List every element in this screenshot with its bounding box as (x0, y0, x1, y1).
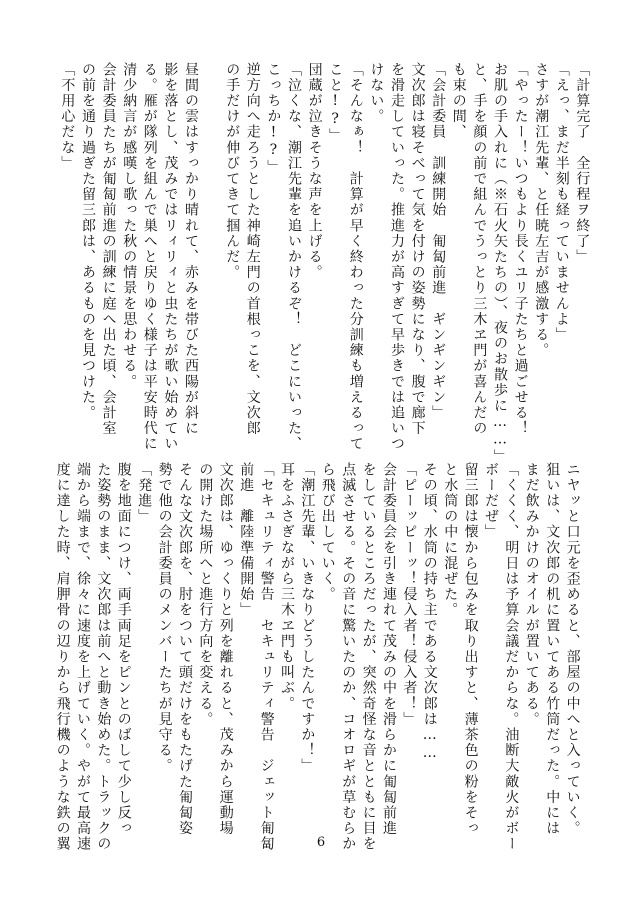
text-line: 端から端まで、徐々に速度を上げていく。やがて最高速 (75, 462, 91, 852)
text-line: 「えっ、まだ半刻も経っていませんよ」 (553, 62, 570, 343)
text-line: 「ピーッピーッ！侵入者！侵入者！」 (401, 462, 418, 728)
page-number: 6 (316, 835, 326, 850)
text-line: まだ飲みかけのオイルが置いてある。 (523, 462, 540, 728)
text-line: 清少納言が感嘆し歌った秋の情景を思わせる。 (121, 62, 138, 390)
text-line: 前進 離陸準備開始」 (238, 462, 255, 618)
text-line: そんな文次郎を、肘をついて頭だけをもたげた匍匐姿 (177, 462, 193, 837)
text-line: 「計算完了 全行程ヲ終了」 (574, 62, 591, 265)
text-line: の前を通り過ぎた留三郎は、あるものを見つけた。 (80, 62, 96, 421)
text-line: 勢で他の会計委員のメンバーたちが見守る。 (156, 462, 173, 774)
text-line: 「やったー！いつもより長くユリ子たちと過ごせる！ (512, 62, 529, 437)
text-line: 文次郎は寝そべって気を付けの姿勢になり、腹で廊下 (409, 62, 426, 437)
text-line: こと!?」 (327, 62, 344, 144)
text-line: た姿勢のまま、文次郎は前へと動き始めた。トラックの (95, 462, 112, 852)
text-line: ら飛び出していく。 (319, 462, 336, 603)
text-line: 「潮江先輩、いきなりどうしたんですか！」 (299, 462, 316, 774)
text-line: 留三郎は懐から包みを取り出すと、薄茶色の粉をそっ (462, 462, 479, 837)
text-line: と、手を顔の前で組んでうっとり三木ヱ門が喜んだの (471, 62, 488, 437)
text-line: さすが潮江先輩、と任暁左吉が感激する。 (533, 62, 550, 359)
text-line: 「発進」 (136, 462, 153, 525)
text-line: 点滅させる。その音に驚いたのか、コオロギが草むらか (340, 462, 357, 852)
text-line: と水筒の中に混ぜた。 (442, 462, 459, 618)
text-line: ニヤッと口元を歪めると、部屋の中へと入っていく。 (564, 462, 581, 837)
text-line: その頃、水筒の持ち主である文次郎は…… (421, 462, 438, 763)
text-line: 影を落とし、茂みではリィリィと虫たちが歌い始めてい (162, 62, 179, 452)
text-line: 「そんなぁ！ 計算が早く終わった分訓練も増えるって (347, 62, 364, 452)
text-line: 文次郎は、ゆっくりと列を離れると、茂みから運動場 (217, 462, 234, 837)
text-line: 「泣くな、潮江先輩を追いかけるぞ！ どこにいった、 (286, 62, 302, 452)
text-line: 「セキュリティ警告 セキュリティ警告 ジェット匍匐 (258, 462, 275, 852)
text-line: をしているところだったが、突然奇怪な音とともに目を (360, 462, 377, 852)
text-line: 腹を地面につけ、両手両足をピンとのばして少し反っ (115, 462, 132, 837)
text-line: こっちか!?」 (265, 62, 282, 176)
text-line: の手だけが伸びてきて掴んだ。 (224, 62, 241, 281)
text-line: 耳をふさぎながら三木ヱ門も叫ぶ。 (279, 462, 295, 712)
text-line: お肌の手入れに（※石火矢たちの）、夜のお散歩に……」 (492, 62, 508, 465)
text-line: る。雁が隊列を組んで巣へと戻りゆく様子は平安時代に (141, 62, 158, 452)
text-line: 逆方向へ走ろうとした神崎左門の首根っこを、文次郎 (244, 62, 261, 437)
text-line: 「不用心だな」 (59, 62, 76, 172)
text-line: ボーだぜ」 (483, 462, 499, 540)
text-line: 度に達した時、肩胛骨の辺りから飛行機のような鉄の翼 (54, 462, 71, 852)
text-line: の開けた場所へと進行方向を変える。 (197, 462, 214, 728)
text-line: 会計委員会を引き連れて茂みの中を滑らかに匍匐前進 (381, 462, 397, 837)
text-line: も束の間、 (450, 62, 467, 140)
text-line: 会計委員たちが匍匐前進の訓練に庭へ出た頃、会計室 (100, 62, 117, 437)
text-line: 「会計委員 訓練開始 匍匐前進 ギンギンギン」 (430, 62, 447, 421)
text-line: 狙いは、文次郎の机に置いてある竹筒だった。中には (544, 462, 561, 837)
text-line: 団蔵が泣きそうな声を上げる。 (306, 62, 323, 281)
text-line: を滑走していった。推進力が高すぎて早歩きでは追いつ (389, 62, 405, 452)
text-line: 「くくく、明日は予算会議だからな。油断大敵火がボー (503, 462, 520, 852)
text-line: けない。 (368, 62, 385, 125)
text-line: 昼間の雲はすっかり晴れて、赤みを帯びた西陽が斜に (183, 62, 199, 437)
